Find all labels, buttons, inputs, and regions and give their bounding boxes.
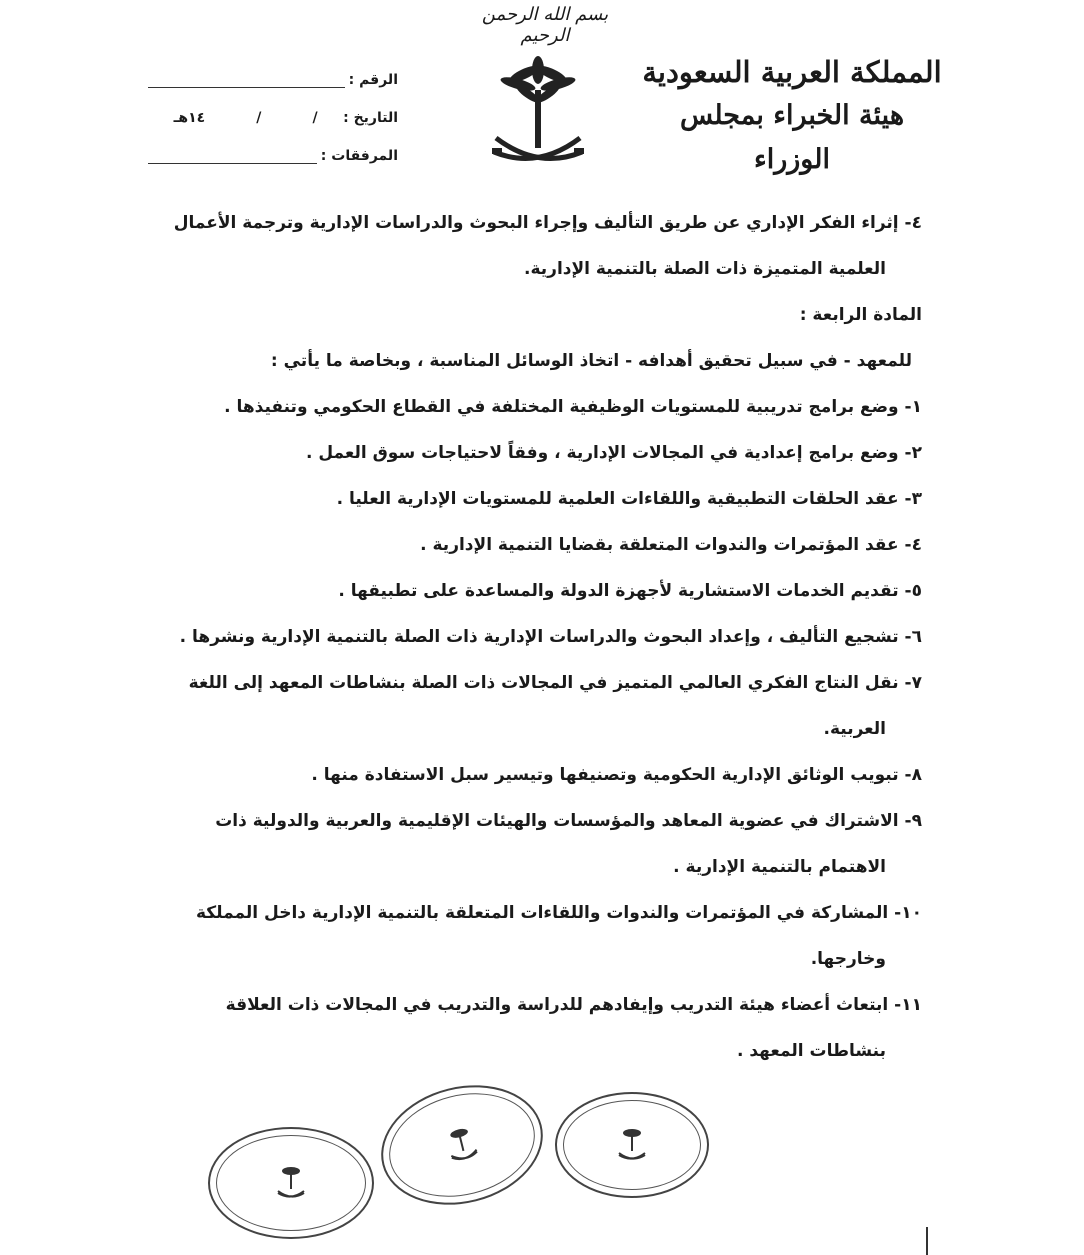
list-item-continuation: وخارجها. <box>810 949 886 969</box>
authority-name: هيئة الخبراء بمجلس الوزراء <box>679 100 905 175</box>
attachments-row <box>148 126 398 164</box>
list-item-continuation: الاهتمام بالتنمية الإدارية . <box>673 857 886 877</box>
list-item: ٤- عقد المؤتمرات والندوات المتعلقة بقضايا التنمية الإدارية . <box>420 535 922 555</box>
saudi-emblem-icon <box>488 52 588 177</box>
reference-fields <box>148 50 398 164</box>
ref-number-row <box>148 50 398 88</box>
list-item: ٢- وضع برامج إعدادية في المجالات الإدارية ، وفقاً لاحتياجات سوق العمل . <box>305 443 922 463</box>
article-heading: المادة الرابعة : <box>799 305 922 325</box>
date-row <box>148 88 398 126</box>
list-item: ١- وضع برامج تدريبية للمستويات الوظيفية المختلفة في القطاع الحكومي وتنفيذها . <box>224 397 922 417</box>
kingdom-name: المملكة العربية السعودية <box>642 55 942 89</box>
seal-emblem-icon <box>276 1163 306 1203</box>
article-intro: للمعهد - في سبيل تحقيق أهدافه - اتخاذ الوسائل المناسبة ، وبخاصة ما يأتي : <box>270 351 912 371</box>
date-separator: / <box>256 110 262 126</box>
ref-number-line <box>148 69 345 88</box>
attachments-line <box>148 145 317 164</box>
list-item: ٩- الاشتراك في عضوية المعاهد والمؤسسات والهيئات الإقليمية والعربية والدولية ذات <box>215 811 922 831</box>
list-item: ٤- إثراء الفكر الإداري عن طريق التأليف وإجراء البحوث والدراسات الإدارية وترجمة الأعمال <box>173 213 922 233</box>
date-separator: / <box>312 110 318 126</box>
date-suffix: ١٤هـ <box>173 110 206 126</box>
basmala-calligraphy: بسم الله الرحمن الرحيم <box>481 4 609 46</box>
list-item: ١١- ابتعاث أعضاء هيئة التدريب وإيفادهم للدراسة والتدريب في المجالات ذات العلاقة <box>225 995 922 1015</box>
list-item: ٦- تشجيع التأليف ، وإعداد البحوث والدراسات الإدارية ذات الصلة بالتنمية الإدارية ونشرها . <box>179 627 922 647</box>
attachments-label: المرفقات : <box>320 148 398 164</box>
page-edge-mark <box>926 1227 938 1255</box>
list-item-continuation: بنشاطات المعهد . <box>736 1041 886 1061</box>
list-item: ٨- تبويب الوثائق الإدارية الحكومية وتصنيفها وتيسير سبل الاستفادة منها . <box>311 765 922 785</box>
document-body <box>172 200 922 1074</box>
ref-number-label: الرقم : <box>348 72 398 88</box>
seal-stamp-cabinet-office <box>555 1092 709 1198</box>
list-item-continuation: العلمية المتميزة ذات الصلة بالتنمية الإدارية. <box>524 259 886 279</box>
list-item: ٥- تقديم الخدمات الاستشارية لأجهزة الدولة والمساعدة على تطبيقها . <box>338 581 922 601</box>
seal-stamp-experts <box>208 1127 374 1239</box>
letterhead-title <box>642 50 942 182</box>
list-item-continuation: العربية. <box>823 719 886 739</box>
date-field <box>148 110 343 126</box>
date-label: التاريخ : <box>343 110 398 126</box>
list-item: ٣- عقد الحلقات التطبيقية واللقاءات العلمية للمستويات الإدارية العليا . <box>336 489 922 509</box>
seal-emblem-icon <box>617 1125 647 1165</box>
seal-stamp-secretariat <box>368 1069 555 1221</box>
list-item: ١٠- المشاركة في المؤتمرات والندوات واللقاءات المتعلقة بالتنمية الإدارية داخل المملكة <box>195 903 922 923</box>
list-item: ٧- نقل النتاج الفكري العالمي المتميز في المجالات ذات الصلة بنشاطات المعهد إلى اللغة <box>188 673 922 693</box>
